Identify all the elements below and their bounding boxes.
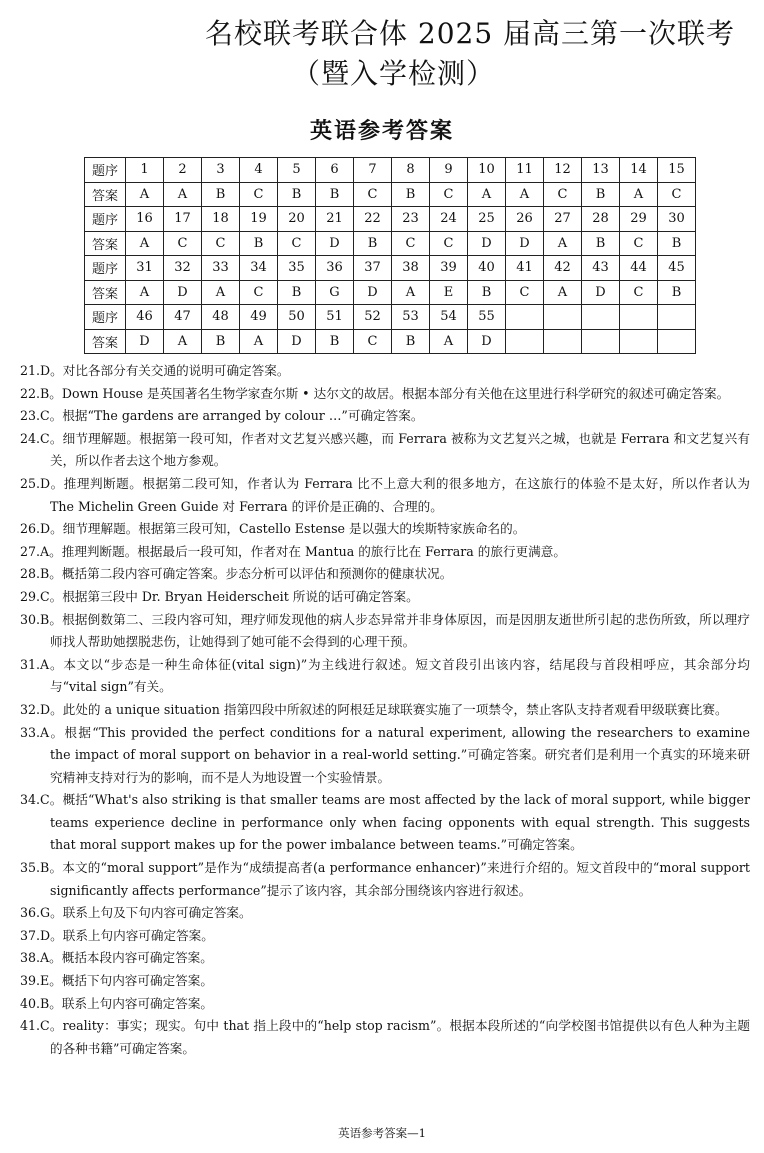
table-cell: 23 [392,207,430,232]
explanation-item [20,789,750,857]
table-cell: 51 [316,305,354,330]
table-cell: B [658,231,696,256]
table-cell: 15 [658,158,696,183]
table-cell: D [582,280,620,305]
row-header-cell: 答案 [85,280,126,305]
table-cell [544,329,582,354]
table-cell: D [354,280,392,305]
table-cell: C [354,182,392,207]
table-cell: D [126,329,164,354]
table-cell [582,329,620,354]
table-cell: A [620,182,658,207]
table-cell: 50 [278,305,316,330]
explanation-item [20,473,750,518]
table-cell: 1 [126,158,164,183]
table-cell: 45 [658,256,696,281]
table-cell: A [126,182,164,207]
table-row [85,207,696,232]
table-cell: C [658,182,696,207]
table-cell: 36 [316,256,354,281]
row-header-cell: 题序 [85,158,126,183]
explanation-text: 联系上句内容可确定答案。 [61,995,214,1011]
question-label: 29.C。 [20,588,63,604]
explanation-item [20,947,750,970]
explanation-item [20,1015,750,1060]
table-cell: 6 [316,158,354,183]
explanation-text: 本文以“步态是一种生命体征(vital sign)”为主线进行叙述。短文首段引出该内容，结尾段与首段相呼应，其余部分均与“vital sign”有关。 [50,656,751,695]
explanation-item [20,902,750,925]
explanation-text: 根据“The gardens are arranged by colour …”可确定答案。 [62,408,424,424]
table-cell: B [392,182,430,207]
table-cell [506,305,544,330]
explanation-text: 概括本段内容可确定答案。 [61,950,213,966]
table-cell [658,305,696,330]
table-cell: 25 [468,207,506,232]
table-cell: B [582,231,620,256]
table-cell: B [202,329,240,354]
explanation-item [20,857,750,902]
row-header-cell: 答案 [85,329,126,354]
table-cell: 38 [392,256,430,281]
table-cell: 5 [278,158,316,183]
explanation-text: 概括第二段内容可确定答案。步态分析可以评估和预测你的健康状况。 [61,566,453,582]
explanation-item [20,428,750,473]
table-cell: C [354,329,392,354]
explanation-text: 概括“What's also striking is that smaller teams are most affected by the lack of moral support, while bigger teams experience decline in performance only when facing opponents with equal strength. This suggests that moral support makes up for the power imbalance between teams.”可确定答案。 [50,792,750,853]
table-cell: C [430,231,468,256]
table-cell: 43 [582,256,620,281]
question-label: 35.B。 [20,860,63,876]
table-cell: A [430,329,468,354]
table-cell: 14 [620,158,658,183]
table-cell: 24 [430,207,468,232]
explanation-item [20,360,750,383]
table-cell: 44 [620,256,658,281]
table-cell: 39 [430,256,468,281]
question-label: 34.C。 [20,792,63,808]
table-cell: C [506,280,544,305]
table-cell: A [506,182,544,207]
table-cell: 54 [430,305,468,330]
table-cell: D [468,329,506,354]
table-cell: C [544,182,582,207]
table-cell: 28 [582,207,620,232]
row-header-cell: 题序 [85,305,126,330]
explanation-item [20,518,750,541]
table-cell: B [316,329,354,354]
question-label: 21.D。 [20,363,63,378]
explanation-text: 根据“This provided the perfect conditions for a natural experiment, allowing the researchers to examine the impact of moral support on behavior in a real-world setting.”可确定答案。研究者们是利用一个真实的环境来研究精神支持对行为的影响，而不是人为地设置一个实验情景。 [50,724,750,785]
question-label: 30.B。 [20,611,63,627]
table-cell [620,305,658,330]
table-row [85,256,696,281]
table-cell: 19 [240,207,278,232]
table-cell: 30 [658,207,696,232]
table-cell: 17 [164,207,202,232]
question-label: 28.B。 [20,566,62,582]
explanation-text: 联系上句内容可确定答案。 [62,927,214,943]
explanation-item [20,654,750,699]
table-row [85,182,696,207]
explanation-item [20,609,750,654]
table-cell: D [316,231,354,256]
explanation-item [20,383,750,406]
table-cell: 9 [430,158,468,183]
table-cell: 53 [392,305,430,330]
question-label: 23.C。 [20,408,63,424]
table-cell: 10 [468,158,506,183]
table-cell: D [278,329,316,354]
table-cell: 11 [506,158,544,183]
table-cell: B [354,231,392,256]
explanation-item [20,993,750,1016]
table-cell [506,329,544,354]
question-label: 27.A。 [20,543,62,559]
table-cell: 32 [164,256,202,281]
section-heading: 英语参考答案 [309,119,454,144]
explanation-text: 联系上句及下句内容可确定答案。 [62,905,252,921]
question-label: 31.A。 [20,656,64,672]
table-cell: 3 [202,158,240,183]
table-row [85,280,696,305]
question-label: 24.C。 [20,430,63,446]
row-header-cell: 答案 [85,231,126,256]
explanation-item [20,563,750,586]
table-cell: 16 [126,207,164,232]
table-cell: 20 [278,207,316,232]
explanation-item [20,699,750,722]
page-footer: 英语参考答案—1 [338,1126,426,1140]
row-header-cell: 题序 [85,207,126,232]
table-cell: 22 [354,207,392,232]
table-cell: A [126,231,164,256]
explanation-text: 推理判断题。根据第二段可知，作者认为 Ferrara 比不上意大利的很多地方，在这旅行的体验不是太好，所以作者认为 The Michelin Green Guide 对 Ferrara 的评价是正确的、合理的。 [50,475,750,514]
table-cell: C [392,231,430,256]
table-cell [544,305,582,330]
table-cell: B [582,182,620,207]
table-cell: 2 [164,158,202,183]
table-cell: C [240,280,278,305]
explanation-text: 推理判断题。根据最后一段可知，作者对在 Mantua 的旅行比在 Ferrara 的旅行更满意。 [61,543,566,559]
page-subtitle: （暨入学检测） [292,57,496,90]
explanation-text: 根据第三段中 Dr. Bryan Heiderscheit 所说的话可确定答案。 [62,588,419,604]
table-cell: 37 [354,256,392,281]
explanation-item [20,541,750,564]
table-cell: 21 [316,207,354,232]
table-cell: D [506,231,544,256]
table-cell: 12 [544,158,582,183]
question-label: 22.B。 [20,385,62,401]
table-cell: 27 [544,207,582,232]
explanations-list [20,360,750,1060]
explanation-item [20,970,750,993]
table-cell: A [544,231,582,256]
table-cell [582,305,620,330]
explanation-text: 细节理解题。根据第三段可知，Castello Estense 是以强大的埃斯特家族命名的。 [62,521,526,537]
question-label: 32.D。 [20,701,63,717]
table-cell: 31 [126,256,164,281]
table-cell: D [468,231,506,256]
table-cell: 52 [354,305,392,330]
table-cell: B [278,280,316,305]
table-cell: 29 [620,207,658,232]
table-cell [658,329,696,354]
table-cell: C [240,182,278,207]
question-label: 38.A。 [20,950,62,966]
table-cell: 18 [202,207,240,232]
table-cell: B [240,231,278,256]
table-cell: A [468,182,506,207]
table-cell: C [430,182,468,207]
table-cell: 7 [354,158,392,183]
row-header-cell: 答案 [85,182,126,207]
table-cell: 47 [164,305,202,330]
table-cell: 48 [202,305,240,330]
explanation-text: reality：事实；现实。句中 that 指上段中的“help stop racism”。根据本段所述的“向学校图书馆提供以有色人种为主题的各种书籍”可确定答案。 [50,1018,750,1056]
question-label: 36.G。 [20,905,63,921]
table-cell: 34 [240,256,278,281]
answer-table [84,157,696,354]
table-row [85,305,696,330]
explanation-text: 根据倒数第二、三段内容可知，理疗师发现他的病人步态异常并非身体原因，而是因朋友逝世所引起的悲伤所致，所以理疗师找人帮助她摆脱悲伤，让她得到了她可能不会得到的心理干预。 [50,611,750,650]
table-cell: 13 [582,158,620,183]
table-row [85,329,696,354]
table-cell: C [620,231,658,256]
explanation-item [20,586,750,609]
row-header-cell: 题序 [85,256,126,281]
table-cell: E [430,280,468,305]
table-cell: C [620,280,658,305]
table-cell: A [240,329,278,354]
table-cell: A [126,280,164,305]
table-row [85,231,696,256]
table-cell: 49 [240,305,278,330]
table-cell [620,329,658,354]
table-cell: G [316,280,354,305]
question-label: 39.E。 [20,973,62,989]
table-cell: A [202,280,240,305]
explanation-text: 本文的“moral support”是作为“成绩提高者(a performance enhancer)”来进行介绍的。短文首段中的“moral support significantly affects performance”提示了该内容，其余部分围绕该内容进行叙述。 [50,860,750,898]
table-cell: A [544,280,582,305]
explanation-item [20,925,750,948]
question-label: 25.D。 [20,475,64,491]
explanation-text: 对比各部分有关交通的说明可确定答案。 [62,363,290,378]
table-cell: 26 [506,207,544,232]
question-label: 33.A。 [20,724,65,740]
table-cell: A [164,329,202,354]
table-row [85,158,696,183]
explanation-item [20,722,750,790]
table-cell: D [164,280,202,305]
table-cell: B [392,329,430,354]
table-cell: 33 [202,256,240,281]
table-cell: B [316,182,354,207]
table-cell: C [164,231,202,256]
table-cell: B [468,280,506,305]
question-label: 37.D。 [20,927,63,943]
table-cell: 41 [506,256,544,281]
table-cell: B [202,182,240,207]
table-cell: A [164,182,202,207]
explanation-item [20,405,750,428]
question-label: 26.D。 [20,521,63,537]
table-cell: B [278,182,316,207]
table-cell: 55 [468,305,506,330]
table-cell: 4 [240,158,278,183]
table-cell: 42 [544,256,582,281]
table-cell: 46 [126,305,164,330]
table-cell: 8 [392,158,430,183]
question-label: 41.C。 [20,1018,63,1034]
page-title: 名校联考联合体 2025 届高三第一次联考 [205,17,736,50]
explanation-text: Down House 是英国著名生物学家查尔斯 • 达尔文的故居。根据本部分有关他在这里进行科学研究的叙述可确定答案。 [61,385,730,401]
table-cell: B [658,280,696,305]
table-cell: C [202,231,240,256]
explanation-text: 此处的 a unique situation 指第四段中所叙述的阿根廷足球联赛实施了一项禁令，禁止客队支持者观看甲级联赛比赛。 [62,701,728,717]
table-cell: 40 [468,256,506,281]
table-cell: 35 [278,256,316,281]
explanation-text: 细节理解题。根据第一段可知，作者对文艺复兴感兴趣，而 Ferrara 被称为文艺复兴之城，也就是 Ferrara 和文艺复兴有关，所以作者去这个地方参观。 [50,430,750,469]
table-cell: C [278,231,316,256]
table-cell: A [392,280,430,305]
question-label: 40.B。 [20,995,62,1011]
explanation-text: 概括下句内容可确定答案。 [61,973,213,989]
